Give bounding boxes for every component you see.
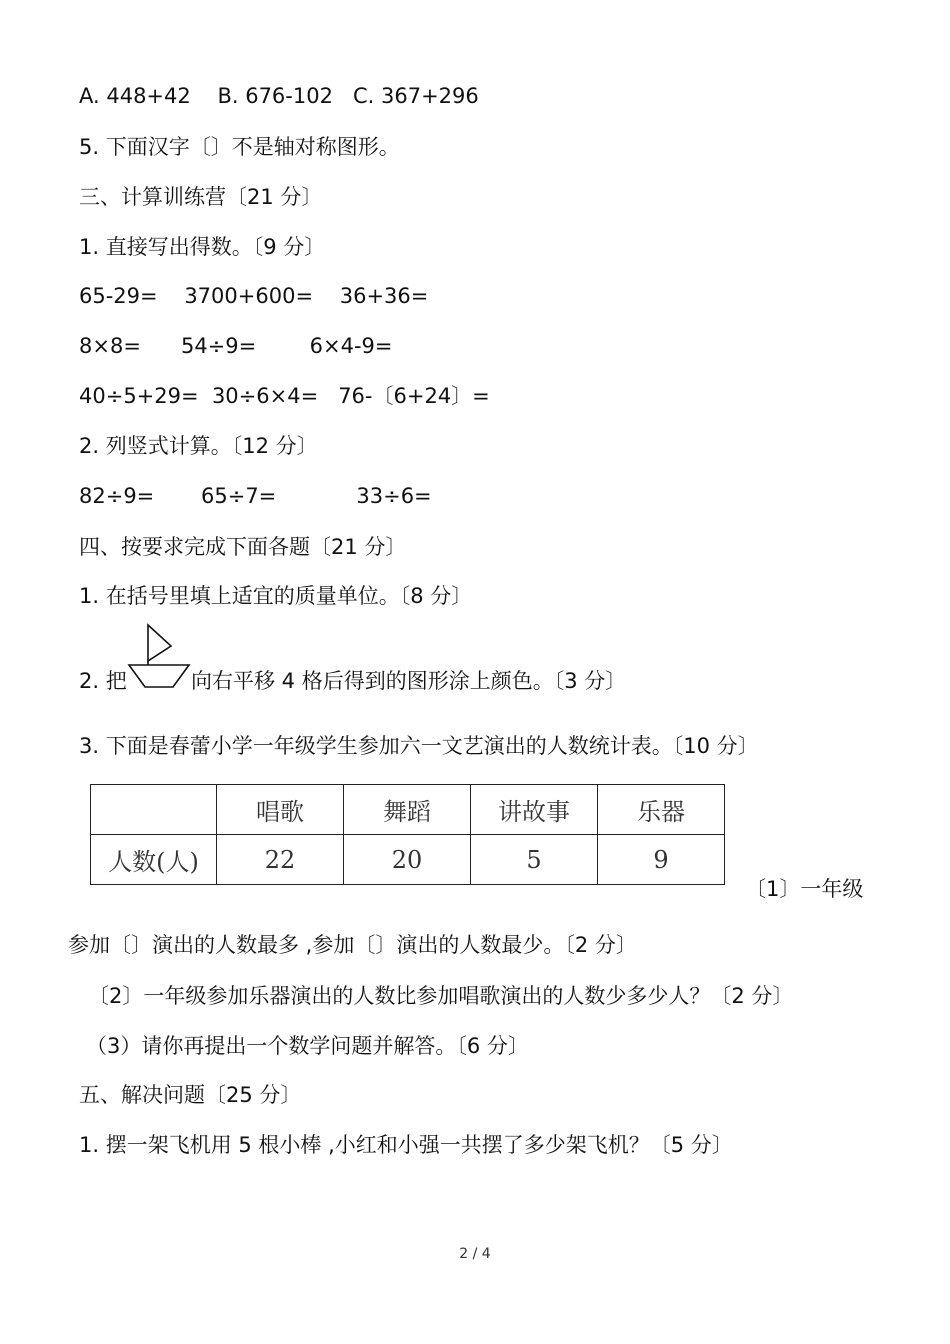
- table-header-cell: 舞蹈: [344, 785, 471, 835]
- question-3-1: 1. 直接写出得数。〔9 分〕: [79, 235, 326, 259]
- table-header-row: [91, 785, 725, 835]
- calc-row-1: 65-29= 3700+600= 36+36=: [79, 284, 429, 308]
- subquestion-2: 〔2〕一年级参加乐器演出的人数比参加唱歌演出的人数少多少人？〔2 分〕: [88, 984, 794, 1008]
- question-4-2-prefix: 2. 把: [79, 669, 127, 693]
- question-4-3: 3. 下面是春蕾小学一年级学生参加六一文艺演出的人数统计表。〔10 分〕: [79, 734, 759, 758]
- table-corner-cell: [91, 785, 217, 835]
- table-cell: 22: [217, 835, 344, 885]
- page-number: 2 / 4: [459, 1246, 491, 1262]
- question-4-1: 1. 在括号里填上适宜的质量单位。〔8 分〕: [79, 584, 473, 608]
- table-row: [91, 835, 725, 885]
- table-cell: 20: [344, 835, 471, 885]
- table-header-cell: 讲故事: [471, 785, 598, 835]
- vertical-calc-row: 82÷9= 65÷7= 33÷6=: [79, 484, 432, 508]
- subquestion-1-start: 〔1〕一年级: [745, 877, 864, 901]
- option-line: A. 448+42 B. 676-102 C. 367+296: [79, 84, 479, 108]
- question-5: 5. 下面汉字〔〕不是轴对称图形。: [79, 135, 400, 159]
- subquestion-1-rest: 参加〔〕演出的人数最多 ,参加〔〕演出的人数最少。〔2 分〕: [68, 933, 637, 957]
- calc-row-2: 8×8= 54÷9= 6×4-9=: [79, 334, 393, 358]
- question-4-2-text: 向右平移 4 格后得到的图形涂上颜色。〔3 分〕: [191, 669, 627, 693]
- table-cell: 9: [598, 835, 725, 885]
- section-4-heading: 四、按要求完成下面各题〔21 分〕: [79, 535, 407, 559]
- table-row-label: 人数(人): [91, 835, 217, 885]
- question-5-1: 1. 摆一架飞机用 5 根小棒 ,小红和小强一共摆了多少架飞机？〔5 分〕: [79, 1133, 733, 1157]
- question-3-2: 2. 列竖式计算。〔12 分〕: [79, 434, 318, 458]
- section-3-heading: 三、计算训练营〔21 分〕: [79, 185, 323, 209]
- statistics-table: [90, 784, 725, 885]
- section-5-heading: 五、解决问题〔25 分〕: [79, 1083, 302, 1107]
- subquestion-3: （3）请你再提出一个数学问题并解答。〔6 分〕: [86, 1034, 529, 1058]
- boat-icon: [127, 623, 191, 689]
- table-header-cell: 唱歌: [217, 785, 344, 835]
- calc-row-3: 40÷5+29= 30÷6×4= 76-〔6+24〕=: [79, 384, 490, 408]
- table-cell: 5: [471, 835, 598, 885]
- table-header-cell: 乐器: [598, 785, 725, 835]
